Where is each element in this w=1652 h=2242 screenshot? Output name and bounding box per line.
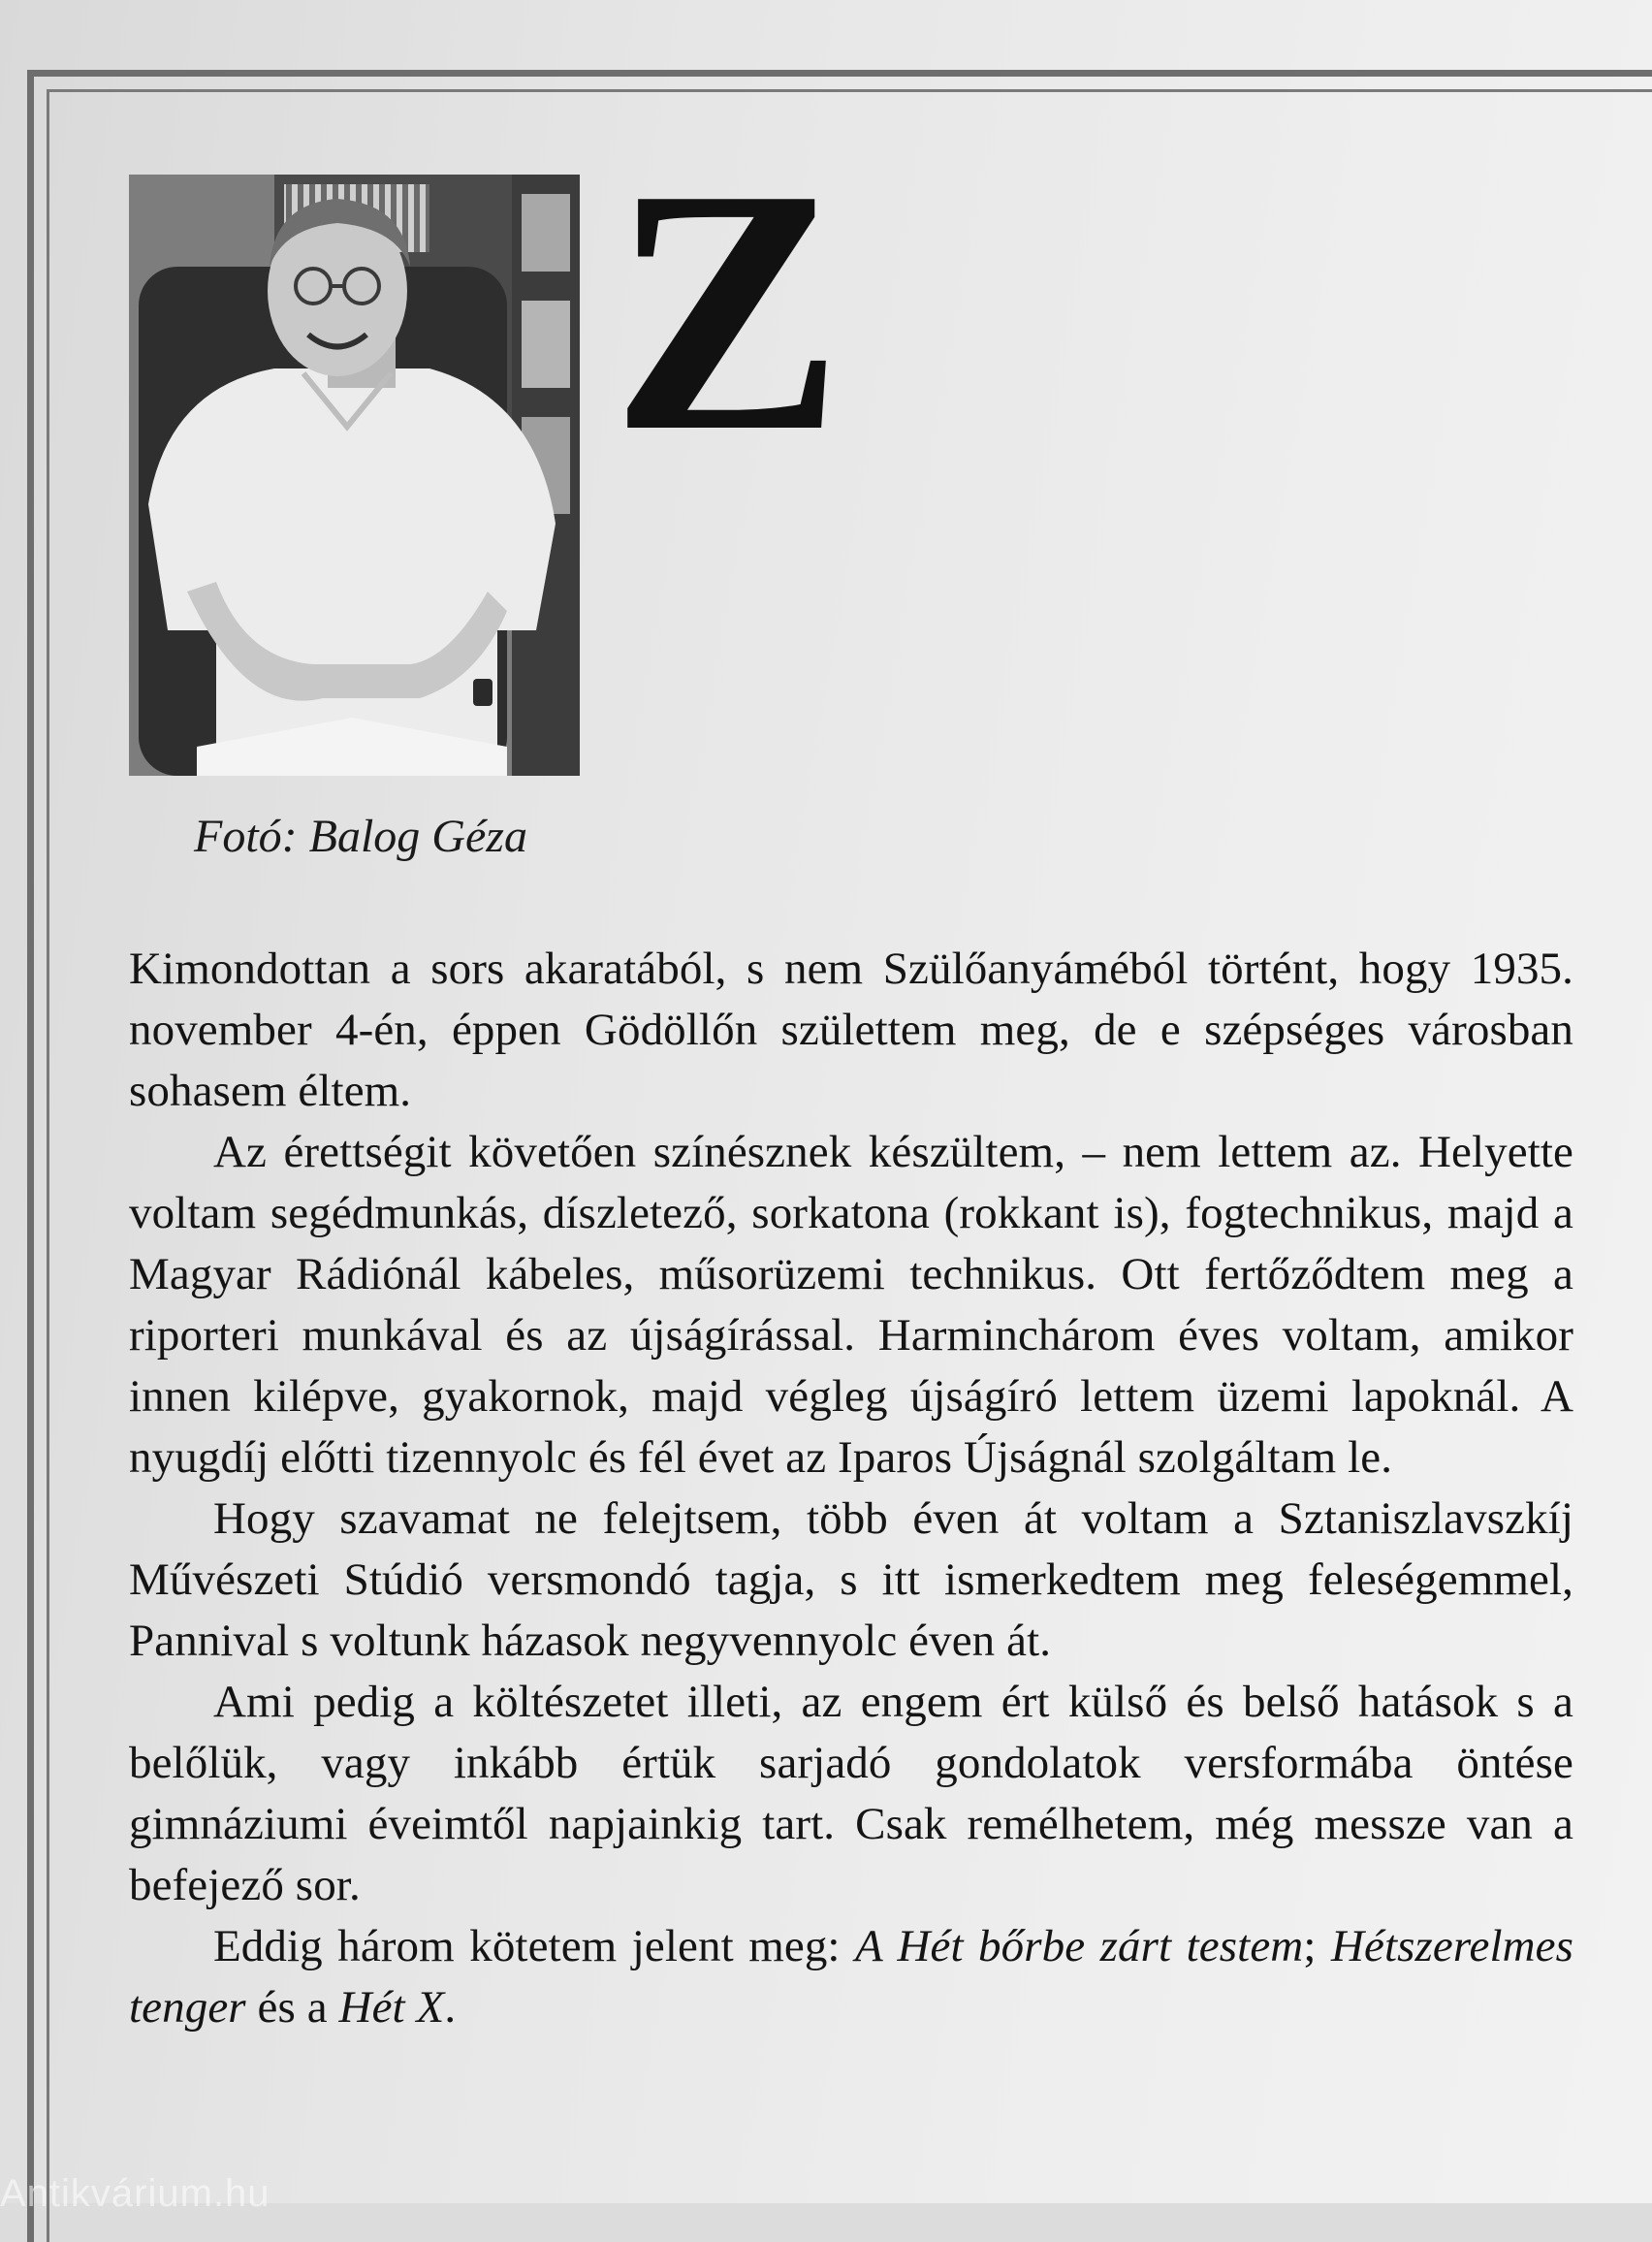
author-portrait-photo: [129, 175, 580, 776]
separator-2: és a: [245, 1982, 339, 2033]
paragraph-4: Ami pedig a költészetet illeti, az engem ért külső és belső hatások s a belőlük, vagy inkább értük sarjadó gondolatok versformába öntése gimnáziumi éveimtől napjainkig tart. Csak remélhetem, még messze van a befejező sor.: [129, 1677, 1573, 1910]
book-title-3: Hét X: [338, 1982, 445, 2033]
paragraph-1: Kimondottan a sors akaratából, s nem Szülőanyáméból történt, hogy 1935. november 4-én, éppen Gödöllőn születtem meg, de e szépséges városban sohasem éltem.: [129, 944, 1573, 1116]
initial-letter: Z: [611, 116, 844, 503]
separator-1: ;: [1303, 1921, 1331, 1971]
watermark: Antikvárium.hu: [0, 2172, 270, 2215]
portrait-photo-icon: [129, 175, 580, 776]
book-title-2: Hétszerelmes tenger: [129, 1921, 1573, 2033]
paragraph-end: .: [444, 1982, 457, 2033]
biography-text: [129, 939, 1573, 2038]
book-title-1: A Hét bőrbe zárt testem: [855, 1921, 1304, 1971]
paragraph-2: Az érettségit követően színésznek készültem, – nem lettem az. Helyette voltam segédmunkás, díszletező, sorkatona (rokkant is), fogtechnikus, majd a Magyar Rádiónál kábeles, műsorüzemi technikus. Ott fertőződtem meg a riporteri munkával és az újságírással. Harminchárom éves voltam, amikor innen kilépve, gyakornok, majd végleg újságíró lettem üzemi lapoknál. A nyugdíj előtti tizennyolc és fél évet az Iparos Újságnál szolgáltam le.: [129, 1127, 1573, 1483]
paragraph-3: Hogy szavamat ne felejtsem, több éven át voltam a Sztaniszlavszkíj Művészeti Stúdió versmondó tagja, s itt ismerkedtem meg feleségemmel, Pannival s voltunk házasok negyvennyolc éven át.: [129, 1493, 1573, 1666]
paragraph-5: [129, 1916, 1573, 2038]
books-intro: Eddig három kötetem jelent meg:: [213, 1921, 856, 1971]
photo-caption: Fotó: Balog Géza: [194, 811, 527, 862]
